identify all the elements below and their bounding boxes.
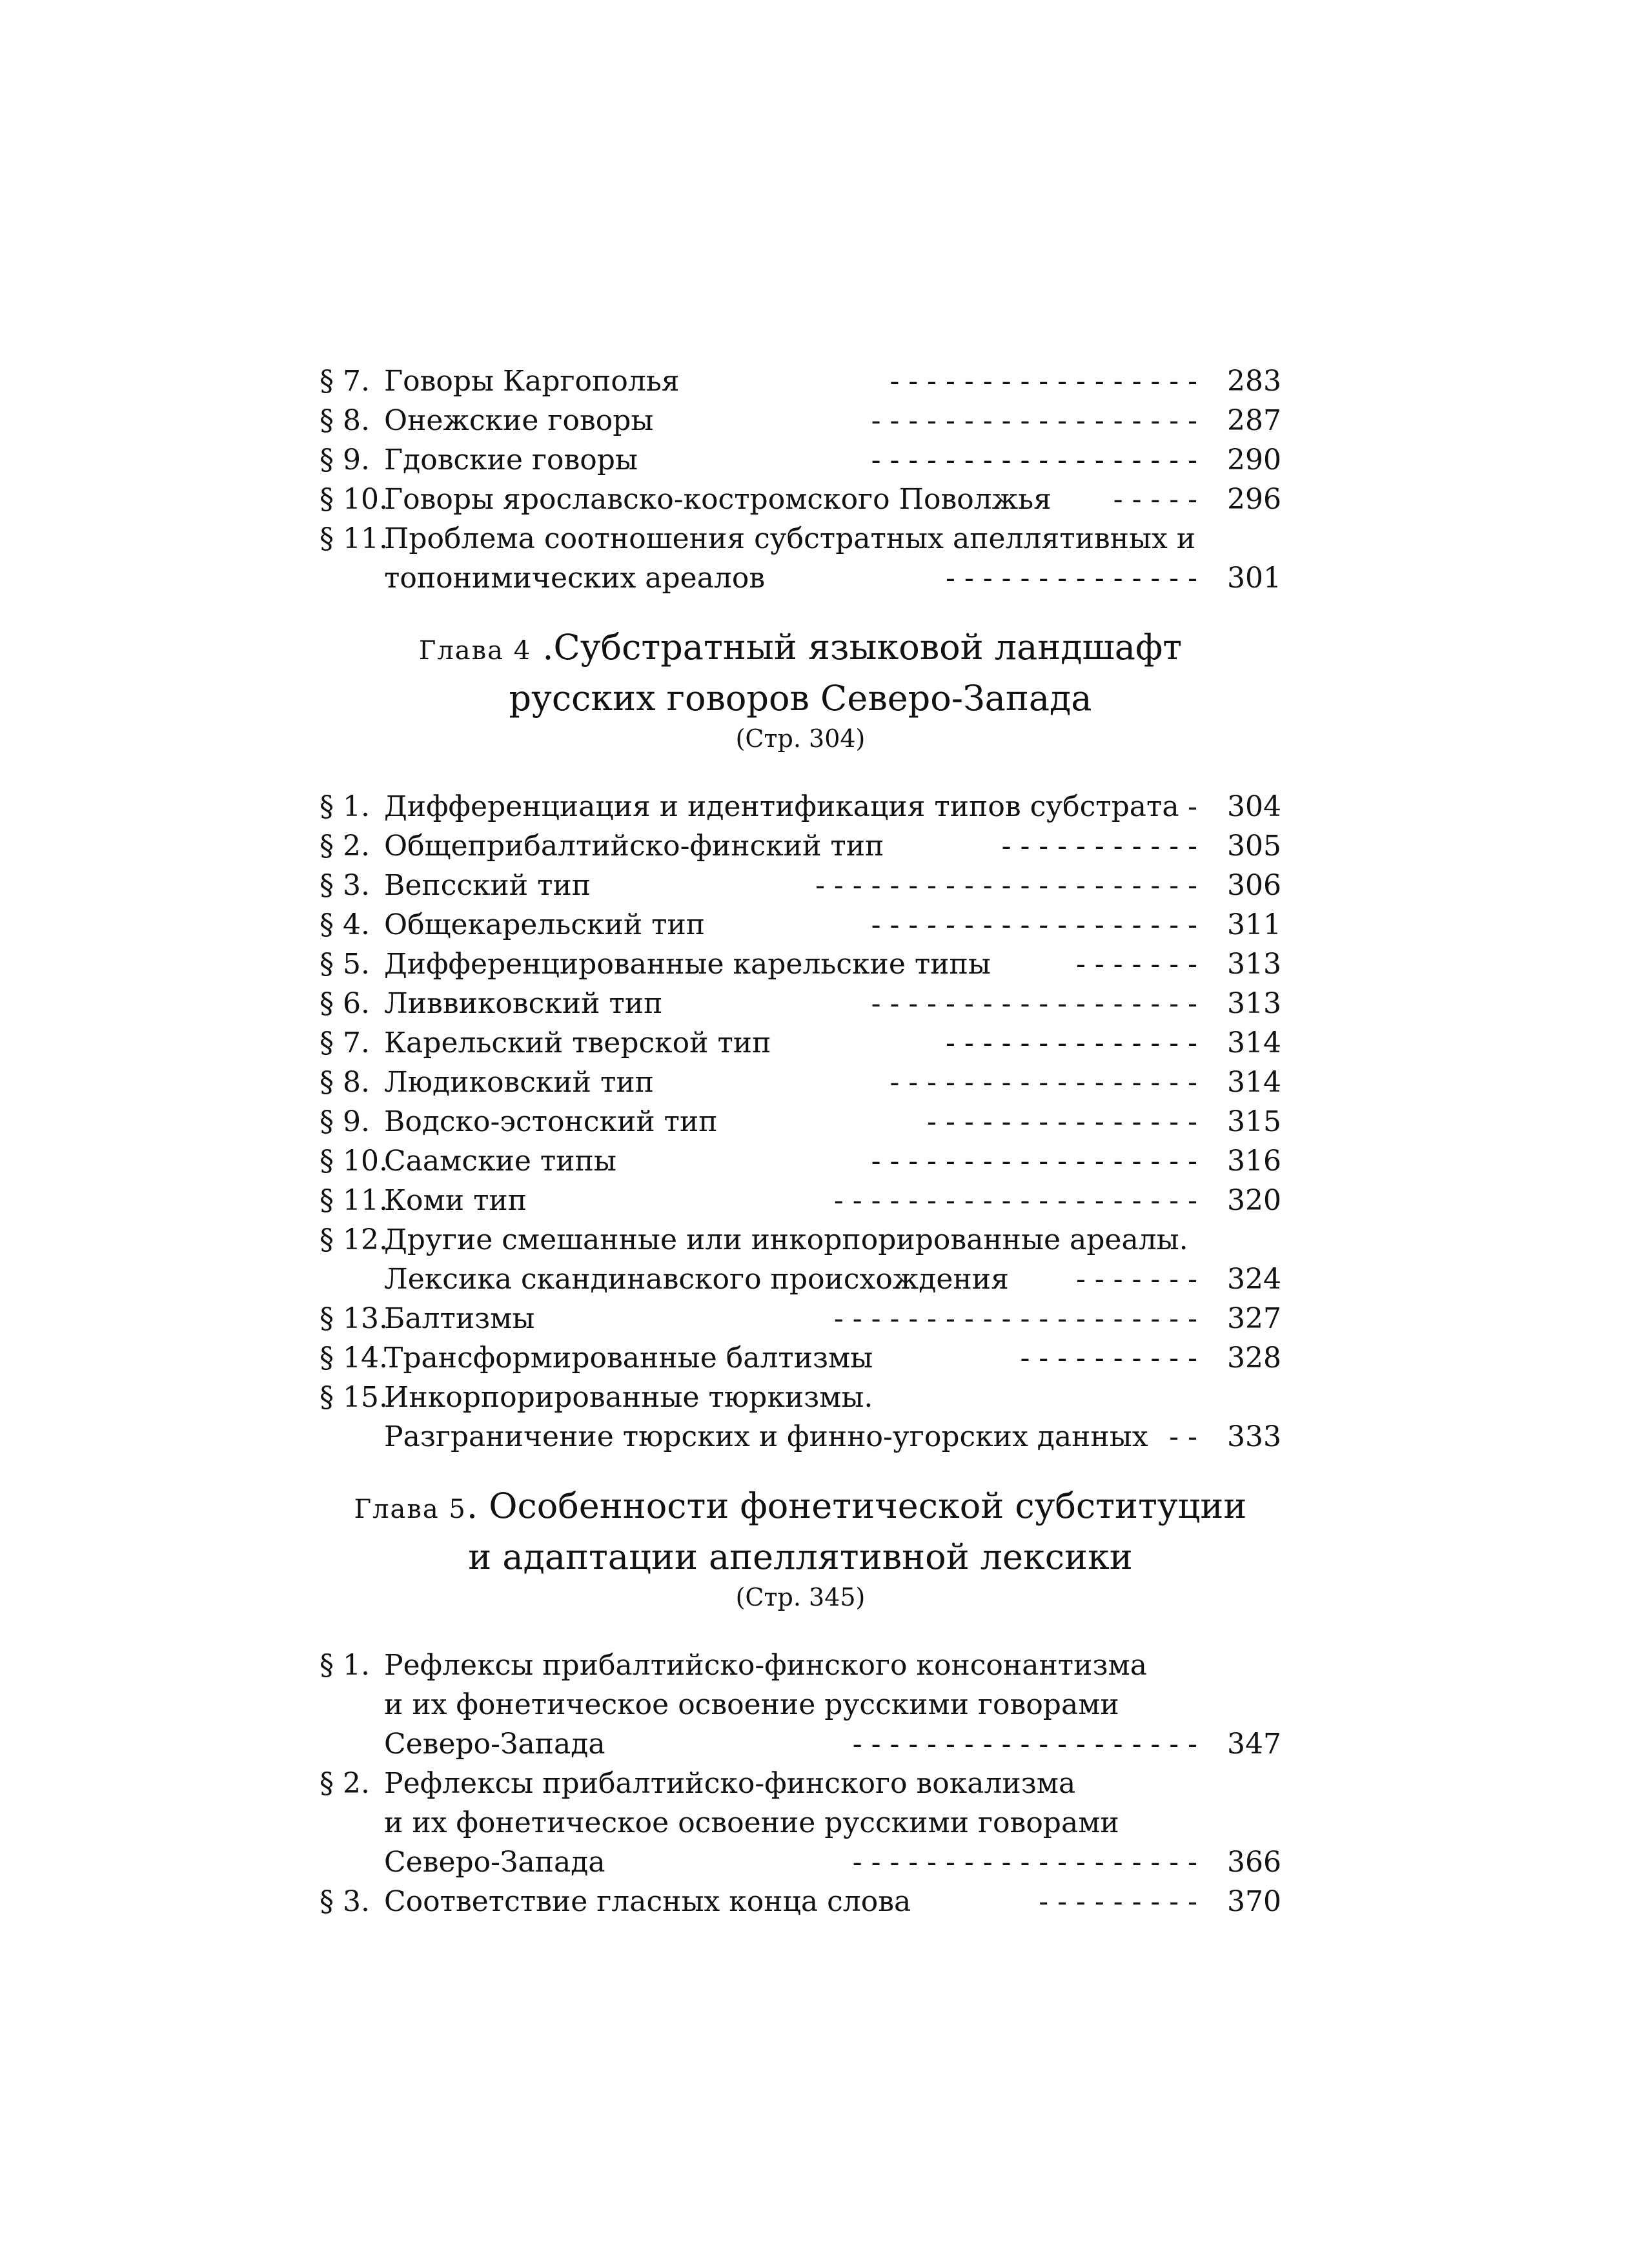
- page-number: 306: [1227, 869, 1281, 902]
- page-number: 324: [1227, 1263, 1281, 1296]
- section-number: § 9.: [320, 1105, 370, 1138]
- entry-title: Дифференцированные карельские типы: [384, 948, 991, 981]
- entry-title: Проблема соотношения субстратных апеллятивных и: [384, 522, 1196, 555]
- entry-title-continued: Разграничение тюрских и финно-угорских данных: [384, 1420, 1148, 1453]
- chapter-page-ref: (Стр. 304): [735, 724, 866, 753]
- toc-entry[interactable]: [320, 984, 1281, 1023]
- section-number: § 8.: [320, 404, 370, 437]
- toc-entry[interactable]: [320, 1646, 1281, 1764]
- chapter-label: Глава 4: [418, 636, 532, 666]
- toc-entry[interactable]: [320, 1378, 1281, 1456]
- section-number: § 1.: [320, 1649, 370, 1682]
- page-number: 311: [1227, 908, 1281, 941]
- section-number: § 13.: [320, 1302, 388, 1335]
- toc-entry[interactable]: [320, 826, 1281, 866]
- entry-title: Соответствие гласных конца слова: [384, 1885, 911, 1918]
- toc-entry[interactable]: [320, 1220, 1281, 1299]
- entry-title: Вепсский тип: [384, 869, 591, 902]
- entry-title: Рефлексы прибалтийско-финского вокализма: [384, 1767, 1076, 1800]
- section-number: § 8.: [320, 1066, 370, 1099]
- page-number: 347: [1227, 1728, 1281, 1761]
- section-number: § 10.: [320, 483, 388, 516]
- chapter-title-line2: русских говоров Северо-Запада: [509, 678, 1092, 719]
- page-number: 304: [1227, 790, 1281, 823]
- section-number: § 5.: [320, 948, 370, 981]
- leader-dots: - - - - - - - - - - - - - - - - - - - -: [833, 1184, 1197, 1217]
- page-number: 287: [1227, 404, 1281, 437]
- entry-title: Онежские говоры: [384, 404, 654, 437]
- section-number: § 2.: [320, 830, 370, 863]
- entry-title: Трансформированные балтизмы: [384, 1342, 873, 1374]
- leader-dots: - - - - - - - - - - - - - - - - - -: [871, 987, 1197, 1020]
- toc-entry[interactable]: [320, 440, 1281, 480]
- entry-title: Ливвиковский тип: [384, 987, 663, 1020]
- entry-title-continued: и их фонетическое освоение русскими говорами: [384, 1688, 1119, 1721]
- toc-entry[interactable]: [320, 787, 1281, 826]
- entry-title: Рефлексы прибалтийско-финского консонантизма: [384, 1649, 1147, 1682]
- page-number: 366: [1227, 1846, 1281, 1879]
- page-number: 327: [1227, 1302, 1281, 1335]
- section-number: § 6.: [320, 987, 370, 1020]
- toc-entry[interactable]: [320, 1102, 1281, 1141]
- page-number: 328: [1227, 1342, 1281, 1374]
- section-number: § 4.: [320, 908, 370, 941]
- leader-dots: - - - - - - - - - - - - - -: [946, 562, 1197, 595]
- toc-entry[interactable]: [320, 1299, 1281, 1338]
- entry-title: Балтизмы: [384, 1302, 535, 1335]
- toc-entry[interactable]: [320, 401, 1281, 440]
- entry-title: Коми тип: [384, 1184, 527, 1217]
- entry-title: Людиковский тип: [384, 1066, 654, 1099]
- entry-title: Дифференциация и идентификация типов субстрата: [384, 790, 1179, 823]
- toc-entry[interactable]: [320, 1338, 1281, 1378]
- leader-dots: - - - - - - - - - - - - - - - - -: [889, 365, 1197, 398]
- leader-dots: - - - - - - - - - - - - - - - - -: [889, 1066, 1197, 1099]
- section-group-chapter3-tail: [320, 362, 1281, 598]
- leader-dots: - - - - - - -: [1076, 1263, 1197, 1296]
- toc-entry[interactable]: [320, 1063, 1281, 1102]
- section-group-chapter5: [320, 1646, 1281, 1921]
- leader-dots: - - - - - - - - -: [1039, 1885, 1197, 1918]
- page-number: 316: [1227, 1145, 1281, 1178]
- entry-title: Говоры Каргополья: [384, 365, 680, 398]
- leader-dots: - - - - - - - - - - - - - - - - - -: [871, 1145, 1197, 1178]
- entry-title-continued: Лексика скандинавского происхождения: [384, 1263, 1009, 1296]
- entry-title: Общеприбалтийско-финский тип: [384, 830, 884, 863]
- page-number: 283: [1227, 365, 1281, 398]
- section-number: § 12.: [320, 1223, 388, 1256]
- entry-title: Гдовские говоры: [384, 444, 638, 476]
- entry-title: Саамские типы: [384, 1145, 616, 1178]
- chapter-heading-4[interactable]: [320, 624, 1281, 755]
- entry-title-continued: и их фонетическое освоение русскими говорами: [384, 1806, 1119, 1839]
- chapter-label: Глава 5: [354, 1495, 467, 1524]
- section-number: § 14.: [320, 1342, 388, 1374]
- page-number: 313: [1227, 987, 1281, 1020]
- leader-dots: - - - - - - - - - - - - - -: [946, 1027, 1197, 1059]
- toc-entry[interactable]: [320, 945, 1281, 984]
- table-of-contents: [320, 362, 1281, 1921]
- page-number: 320: [1227, 1184, 1281, 1217]
- page-number: 314: [1227, 1027, 1281, 1059]
- chapter-title-line1: .Субстратный языковой ландшафт: [531, 627, 1183, 668]
- leader-dots: - - - - - - - - - - - - - - - - - -: [871, 444, 1197, 476]
- page-number: 314: [1227, 1066, 1281, 1099]
- page-number: 301: [1227, 562, 1281, 595]
- section-group-chapter4: [320, 787, 1281, 1456]
- leader-dots: - - - - - - -: [1076, 948, 1197, 981]
- page-number: 333: [1227, 1420, 1281, 1453]
- entry-title: Другие смешанные или инкорпорированные ареалы.: [384, 1223, 1188, 1256]
- section-number: § 7.: [320, 1027, 370, 1059]
- page-number: 370: [1227, 1885, 1281, 1918]
- toc-entry[interactable]: [320, 866, 1281, 905]
- entry-title: Инкорпорированные тюркизмы.: [384, 1381, 873, 1414]
- toc-entry[interactable]: [320, 1023, 1281, 1063]
- page-number: 313: [1227, 948, 1281, 981]
- toc-entry[interactable]: [320, 1882, 1281, 1921]
- leader-dots: - - - - - - - - - - -: [1001, 830, 1197, 863]
- toc-entry[interactable]: [320, 1181, 1281, 1220]
- leader-dots: - - - - - - - - - - - - - - - - - -: [871, 908, 1197, 941]
- entry-title-continued: топонимических ареалов: [384, 562, 766, 595]
- section-number: § 10.: [320, 1145, 388, 1178]
- section-number: § 11.: [320, 1184, 388, 1217]
- leader-dots: - - - - - - - - - -: [1020, 1342, 1197, 1374]
- section-number: § 3.: [320, 869, 370, 902]
- page-number: 305: [1227, 830, 1281, 863]
- section-number: § 2.: [320, 1767, 370, 1800]
- section-number: § 15.: [320, 1381, 388, 1414]
- entry-title: Общекарельский тип: [384, 908, 706, 941]
- entry-title: Говоры ярославско-костромского Поволжья: [384, 483, 1052, 516]
- leader-dots: - - - - - - - - - - - - - - -: [927, 1105, 1197, 1138]
- page-number: 315: [1227, 1105, 1281, 1138]
- leader-dots: - -: [1169, 1420, 1197, 1453]
- entry-title: Карельский тверской тип: [384, 1027, 771, 1059]
- toc-entry[interactable]: [320, 480, 1281, 519]
- chapter-title-line1: . Особенности фонетической субституции: [466, 1486, 1247, 1526]
- toc-entry[interactable]: [320, 905, 1281, 945]
- toc-entry[interactable]: [320, 519, 1281, 598]
- entry-title: Водско-эстонский тип: [384, 1105, 718, 1138]
- toc-entry[interactable]: [320, 1141, 1281, 1181]
- entry-title-continued: Северо-Запада: [384, 1728, 605, 1761]
- chapter-heading-5[interactable]: [320, 1482, 1281, 1613]
- section-number: § 3.: [320, 1885, 370, 1918]
- chapter-title-line2: и адаптации апеллятивной лексики: [468, 1537, 1133, 1577]
- entry-title-continued: Северо-Запада: [384, 1846, 605, 1879]
- leader-dots: -: [1188, 790, 1197, 823]
- leader-dots: - - - - - - - - - - - - - - - - - - - -: [833, 1302, 1197, 1335]
- toc-entry[interactable]: [320, 362, 1281, 401]
- leader-dots: - - - - -: [1113, 483, 1197, 516]
- section-number: § 7.: [320, 365, 370, 398]
- page-number: 296: [1227, 483, 1281, 516]
- leader-dots: - - - - - - - - - - - - - - - - - - -: [852, 1846, 1197, 1879]
- section-number: § 1.: [320, 790, 370, 823]
- chapter-page-ref: (Стр. 345): [735, 1583, 866, 1611]
- toc-entry[interactable]: [320, 1764, 1281, 1882]
- section-number: § 11.: [320, 522, 388, 555]
- leader-dots: - - - - - - - - - - - - - - - - - - -: [852, 1728, 1197, 1761]
- leader-dots: - - - - - - - - - - - - - - - - - -: [871, 404, 1197, 437]
- leader-dots: - - - - - - - - - - - - - - - - - - - - -: [815, 869, 1197, 902]
- page-number: 290: [1227, 444, 1281, 476]
- section-number: § 9.: [320, 444, 370, 476]
